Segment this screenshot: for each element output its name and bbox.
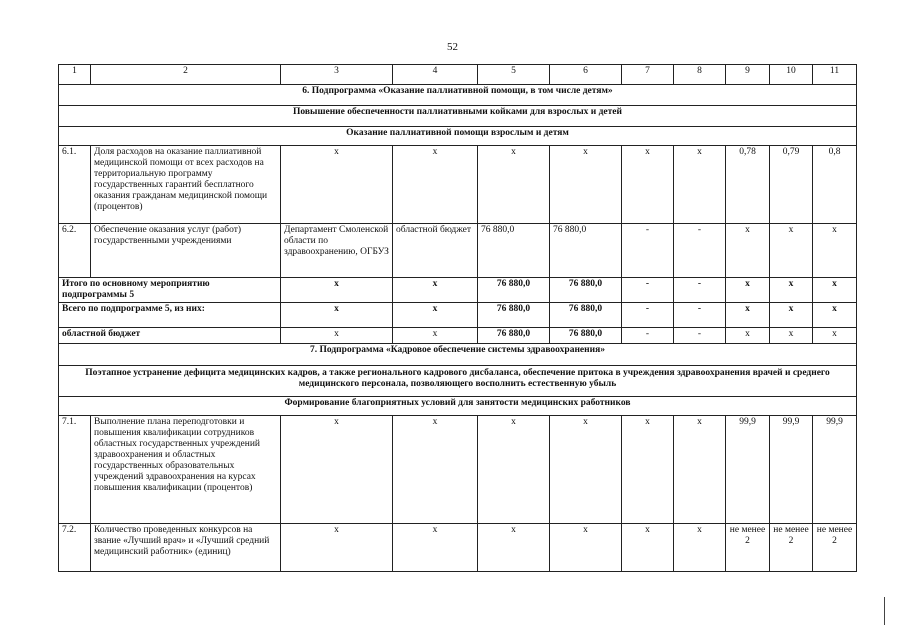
cell: х xyxy=(674,416,726,524)
cell: 76 880,0 xyxy=(478,224,550,278)
header-row xyxy=(59,65,857,85)
cell: х xyxy=(393,328,478,344)
cell: - xyxy=(674,328,726,344)
total-label: областной бюджет xyxy=(59,328,281,344)
cell: х xyxy=(726,224,770,278)
row-number: 7.2. xyxy=(59,524,91,572)
cell: х xyxy=(281,303,393,328)
cell: 76 880,0 xyxy=(478,303,550,328)
cell: - xyxy=(674,278,726,303)
cell: 76 880,0 xyxy=(550,328,622,344)
cell: х xyxy=(281,328,393,344)
margin-mark xyxy=(884,597,885,625)
cell: х xyxy=(770,328,813,344)
cell: х xyxy=(622,524,674,572)
cell: - xyxy=(674,224,726,278)
cell: х xyxy=(674,146,726,224)
cell: х xyxy=(281,524,393,572)
cell: х xyxy=(770,303,813,328)
cell: х xyxy=(478,416,550,524)
cell: х xyxy=(393,416,478,524)
header-cell: 2 xyxy=(91,65,281,85)
cell: х xyxy=(770,224,813,278)
cell: х xyxy=(550,146,622,224)
cell: х xyxy=(393,146,478,224)
cell: х xyxy=(478,146,550,224)
header-cell: 7 xyxy=(622,65,674,85)
cell: х xyxy=(813,328,857,344)
header-cell: 4 xyxy=(393,65,478,85)
cell: 0,79 xyxy=(770,146,813,224)
header-cell: 9 xyxy=(726,65,770,85)
cell: 0,78 xyxy=(726,146,770,224)
cell: х xyxy=(674,524,726,572)
cell: - xyxy=(622,278,674,303)
cell: х xyxy=(622,416,674,524)
cell: - xyxy=(674,303,726,328)
subprogram-6-task: Оказание паллиативной помощи взрослым и детям xyxy=(59,127,857,146)
subprogram-6-title: 6. Подпрограмма «Оказание паллиативной помощи, в том числе детям» xyxy=(59,85,857,106)
cell: 76 880,0 xyxy=(550,224,622,278)
cell: х xyxy=(550,524,622,572)
cell: х xyxy=(813,278,857,303)
total-row xyxy=(59,328,857,344)
cell: х xyxy=(726,303,770,328)
cell: не менее 2 xyxy=(813,524,857,572)
row-name: Доля расходов на оказание паллиативной медицинской помощи от всех расходов на территориальную программу государственных гарантий бесплатного оказания гражданам медицинской помощи (процентов) xyxy=(91,146,281,224)
cell: х xyxy=(478,524,550,572)
cell: не менее 2 xyxy=(726,524,770,572)
subprogram-6-goal: Повышение обеспеченности паллиативными койками для взрослых и детей xyxy=(59,106,857,127)
cell: 76 880,0 xyxy=(478,278,550,303)
cell: - xyxy=(622,328,674,344)
cell: 76 880,0 xyxy=(550,303,622,328)
total-label: Всего по подпрограмме 5, из них: xyxy=(59,303,281,328)
cell: х xyxy=(393,524,478,572)
header-cell: 6 xyxy=(550,65,622,85)
cell: х xyxy=(281,146,393,224)
cell: - xyxy=(622,303,674,328)
subprogram-7-title: 7. Подпрограмма «Кадровое обеспечение системы здравоохранения» xyxy=(59,344,857,366)
table-row xyxy=(59,146,857,224)
cell: 76 880,0 xyxy=(550,278,622,303)
header-cell: 11 xyxy=(813,65,857,85)
cell: не менее 2 xyxy=(770,524,813,572)
header-cell: 10 xyxy=(770,65,813,85)
header-cell: 8 xyxy=(674,65,726,85)
cell: 99,9 xyxy=(770,416,813,524)
table-row xyxy=(59,224,857,278)
cell: х xyxy=(281,416,393,524)
page-number: 52 xyxy=(447,41,458,53)
cell: областной бюджет xyxy=(393,224,478,278)
row-name: Выполнение плана переподготовки и повышения квалификации сотрудников областных государственных учреждений здравоохранения и областных государственных образовательных учреждений здравоохранения на курсах повышения квалификации (процентов) xyxy=(91,416,281,524)
table-row xyxy=(59,524,857,572)
cell: х xyxy=(393,278,478,303)
subprogram-7-goal: Поэтапное устранение дефицита медицинских кадров, а также регионального кадрового дисбаланса, обеспечение притока в учреждения здравоохранения врачей и среднего медицинского персонала, позволяющего восполнить естественную убыль xyxy=(59,366,857,397)
header-cell: 1 xyxy=(59,65,91,85)
cell: х xyxy=(726,278,770,303)
row-number: 6.1. xyxy=(59,146,91,224)
budget-table xyxy=(58,64,857,572)
cell: х xyxy=(813,303,857,328)
cell: х xyxy=(813,224,857,278)
total-row xyxy=(59,278,857,303)
cell: 99,9 xyxy=(726,416,770,524)
cell: 99,9 xyxy=(813,416,857,524)
cell: х xyxy=(550,416,622,524)
total-row xyxy=(59,303,857,328)
table-row xyxy=(59,416,857,524)
row-number: 7.1. xyxy=(59,416,91,524)
row-number: 6.2. xyxy=(59,224,91,278)
cell: 76 880,0 xyxy=(478,328,550,344)
cell: х xyxy=(281,278,393,303)
cell: х xyxy=(622,146,674,224)
row-name: Количество проведенных конкурсов на звание «Лучший врач» и «Лучший средний медицинский работник» (единиц) xyxy=(91,524,281,572)
cell: 0,8 xyxy=(813,146,857,224)
total-label: Итого по основному мероприятию подпрограммы 5 xyxy=(59,278,281,303)
cell: х xyxy=(726,328,770,344)
cell: х xyxy=(770,278,813,303)
cell: Департамент Смоленской области по здравоохранению, ОГБУЗ xyxy=(281,224,393,278)
row-name: Обеспечение оказания услуг (работ) государственными учреждениями xyxy=(91,224,281,278)
cell: - xyxy=(622,224,674,278)
header-cell: 3 xyxy=(281,65,393,85)
subprogram-7-task: Формирование благоприятных условий для занятости медицинских работников xyxy=(59,397,857,416)
cell: х xyxy=(393,303,478,328)
header-cell: 5 xyxy=(478,65,550,85)
